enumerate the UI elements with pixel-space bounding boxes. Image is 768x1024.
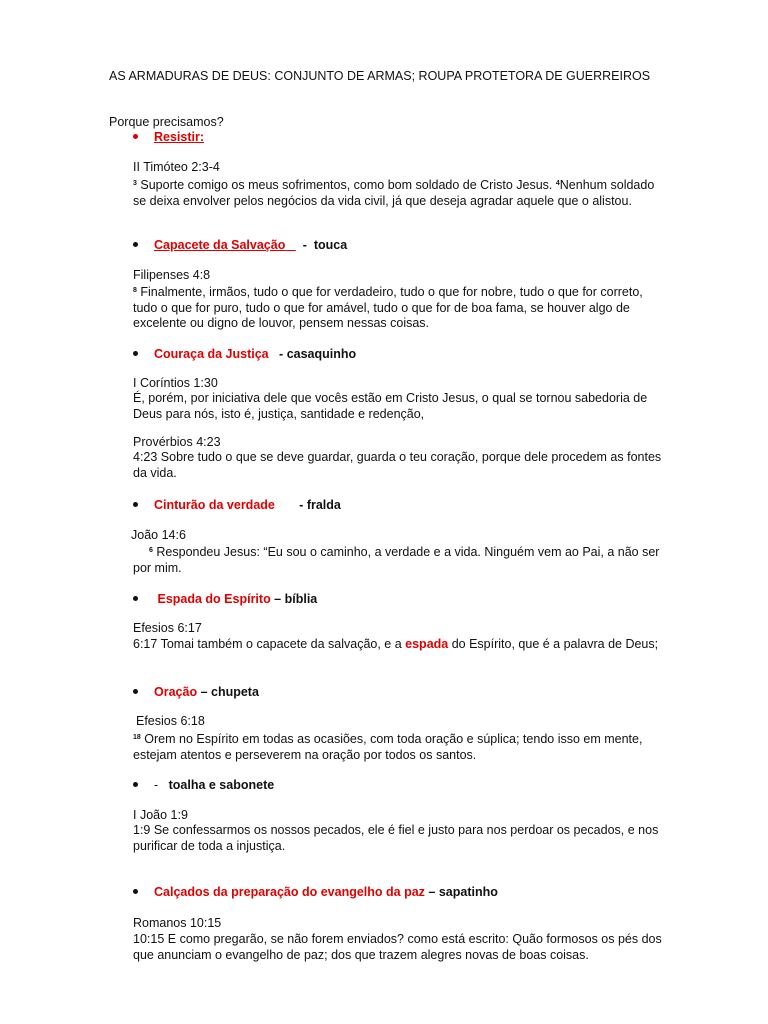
scripture-reference: Romanos 10:15 bbox=[133, 916, 222, 930]
scripture-text: 4:23 Sobre tudo o que se deve guardar, guarda o teu coração, porque dele procedem as fontes da vida. bbox=[133, 450, 662, 480]
scripture-text: 10:15 E como pregarão, se não forem enviados? como está escrito: Quão formosos os pés dos que anunciam o evangelho de paz; dos que trazem alegres novas de boas coisas. bbox=[133, 932, 662, 962]
scripture-reference: Filipenses 4:8 bbox=[133, 268, 211, 282]
section-heading-cinturao: Cinturão da verdade - fralda bbox=[133, 498, 341, 514]
document-title: AS ARMADURAS DE DEUS: CONJUNTO DE ARMAS; ROUPA PROTETORA DE GUERREIROS bbox=[109, 69, 651, 83]
bullet-icon bbox=[133, 596, 138, 601]
scripture-text: É, porém, por iniciativa dele que vocês estão em Cristo Jesus, o qual se tornou sabedoria de Deus para nós, isto é, justiça, santidade e redenção, bbox=[133, 391, 648, 421]
scripture-reference: I João 1:9 bbox=[133, 808, 188, 822]
bullet-icon bbox=[133, 502, 138, 507]
section-suffix: chupeta bbox=[211, 685, 259, 699]
bullet-icon bbox=[133, 134, 138, 139]
section-suffix: casaquinho bbox=[286, 347, 357, 361]
section-suffix: toalha e sabonete bbox=[168, 778, 275, 792]
scripture-reference: Efesios 6:18 bbox=[136, 714, 205, 728]
scripture-text: 1:9 Se confessarmos os nossos pecados, ele é fiel e justo para nos perdoar os pecados, e nos purificar de toda a injustiça. bbox=[133, 823, 659, 853]
bullet-icon bbox=[133, 689, 138, 694]
scripture-reference: I Coríntios 1:30 bbox=[133, 376, 218, 390]
section-heading-toalha: - toalha e sabonete bbox=[133, 778, 274, 794]
scripture-reference: Efesios 6:17 bbox=[133, 621, 202, 635]
scripture-reference: II Timóteo 2:3-4 bbox=[133, 160, 220, 174]
scripture-reference: Provérbios 4:23 bbox=[133, 435, 221, 449]
section-suffix: fralda bbox=[306, 498, 341, 512]
section-heading-resistir: Resistir: bbox=[133, 130, 204, 146]
scripture-text: $^8$ Finalmente, irmãos, tudo o que for verdadeiro, tudo o que for nobre, tudo o que for correto, tudo o que for puro, tudo o que for amável, tudo o que for de boa fama, se houver algo de excelente ou digno de louvor, pensem nessas coisas. bbox=[133, 285, 643, 330]
section-suffix: bíblia bbox=[284, 592, 318, 606]
section-heading-calcados: Calçados da preparação do evangelho da paz – sapatinho bbox=[133, 885, 498, 901]
scripture-text: $^6$ Respondeu Jesus: “Eu sou o caminho, a verdade e a vida. Ninguém vem ao Pai, a não ser por mim. bbox=[133, 545, 660, 575]
bullet-icon bbox=[133, 351, 138, 356]
scripture-text: $^{18}$ Orem no Espírito em todas as ocasiões, com toda oração e súplica; tendo isso em mente, estejam atentos e perseverem na oração por todos os santos. bbox=[133, 732, 643, 762]
section-heading-espada: Espada do Espírito – bíblia bbox=[133, 592, 317, 608]
section-suffix: sapatinho bbox=[438, 885, 498, 899]
scripture-reference: João 14:6 bbox=[131, 528, 186, 542]
bullet-icon bbox=[133, 889, 138, 894]
scripture-text: 6:17 Tomai também o capacete da salvação, e a espada do Espírito, que é a palavra de Deus; bbox=[133, 637, 659, 651]
section-heading-oracao: Oração – chupeta bbox=[133, 685, 259, 701]
section-suffix: touca bbox=[313, 238, 348, 252]
scripture-text: $^3$ Suporte comigo os meus sofrimentos, como bom soldado de Cristo Jesus. $^4$Nenhum soldado se deixa envolver pelos negócios da vida civil, já que deseja agradar aquele que o alistou. bbox=[133, 178, 655, 208]
section-heading-capacete: Capacete da Salvação - touca bbox=[133, 238, 347, 254]
bullet-icon bbox=[133, 242, 138, 247]
section-heading-couraca: Couraça da Justiça - casaquinho bbox=[133, 347, 356, 363]
intro-question: Porque precisamos? bbox=[109, 115, 224, 129]
bullet-icon bbox=[133, 782, 138, 787]
